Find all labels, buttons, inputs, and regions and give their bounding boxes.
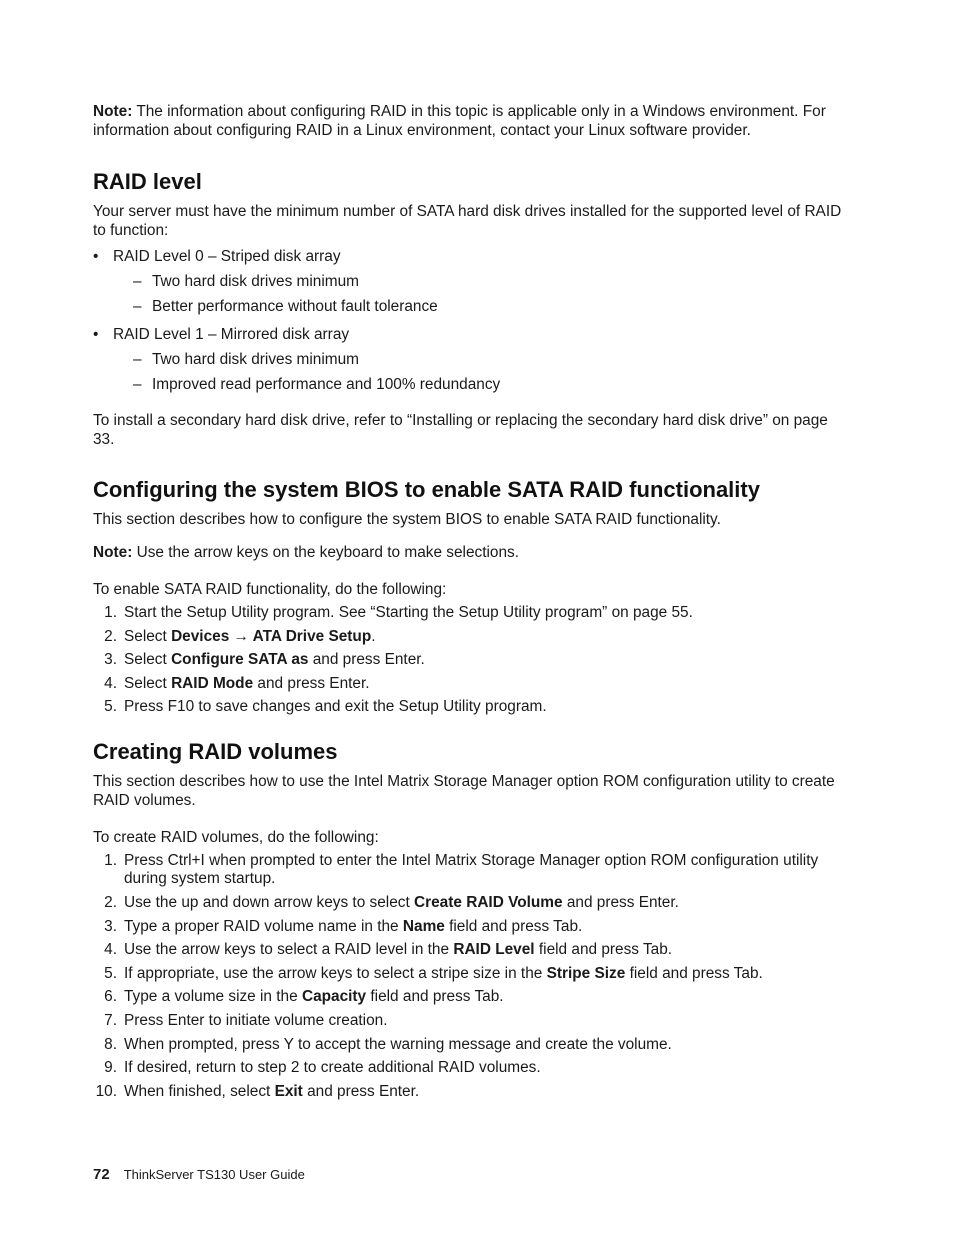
step-number: 4. bbox=[104, 941, 117, 959]
sub-list-item bbox=[113, 375, 853, 394]
step-bold: Devices bbox=[171, 627, 230, 645]
step-number: 1. bbox=[104, 852, 117, 870]
step-bold: Capacity bbox=[301, 988, 367, 1006]
step-number: 3. bbox=[104, 651, 117, 669]
step-number: 4. bbox=[104, 674, 117, 692]
step-number: 6. bbox=[104, 988, 117, 1006]
create-lead: To create RAID volumes, do the following: bbox=[93, 829, 379, 847]
list-item-label: RAID Level 0 – Striped disk array bbox=[113, 248, 341, 265]
step-number: 5. bbox=[104, 964, 117, 982]
sub-list-item-label: Improved read performance and 100% redundancy bbox=[152, 376, 501, 393]
create-intro: This section describes how to use the Intel Matrix Storage Manager option ROM configuration utility to create RAID volumes. bbox=[93, 773, 835, 810]
step-item bbox=[93, 988, 853, 1006]
step-text-end: field and press Tab. bbox=[534, 941, 673, 959]
heading-raid-level: RAID level bbox=[93, 169, 202, 194]
sub-list-item-label: Two hard disk drives minimum bbox=[152, 351, 359, 368]
step-text: Start the Setup Utility program. See “Starting the Setup Utility program” on page 55. bbox=[124, 604, 693, 621]
step-bold: RAID Mode bbox=[171, 674, 254, 692]
step-text: Type a volume size in the bbox=[124, 988, 302, 1006]
step-number: 2. bbox=[104, 893, 117, 911]
step-text: Select bbox=[124, 674, 172, 692]
note-windows bbox=[93, 102, 853, 140]
raid-level-list bbox=[93, 247, 853, 394]
step-text: Use the arrow keys to select a RAID level in the bbox=[124, 941, 454, 959]
step-number: 7. bbox=[104, 1011, 117, 1029]
step-item bbox=[93, 918, 853, 936]
step-text: Select bbox=[124, 627, 172, 645]
step-text: Press Ctrl+I when prompted to enter the Intel Matrix Storage Manager option ROM configuration utility during system startup. bbox=[124, 852, 819, 888]
step-text: When prompted, press Y to accept the warning message and create the volume. bbox=[124, 1035, 672, 1053]
step-text: Select bbox=[124, 651, 172, 669]
note-text: Use the arrow keys on the keyboard to make selections. bbox=[132, 544, 519, 561]
step-text: Type a proper RAID volume name in the bbox=[124, 917, 403, 935]
list-item-label: RAID Level 1 – Mirrored disk array bbox=[113, 326, 350, 343]
dash-icon: – bbox=[133, 273, 142, 290]
step-item bbox=[93, 941, 853, 959]
step-number: 10. bbox=[95, 1082, 117, 1100]
sub-list-item bbox=[113, 272, 853, 291]
note-label: Note: bbox=[93, 103, 133, 120]
step-number: 3. bbox=[104, 917, 117, 935]
page-footer bbox=[93, 1166, 305, 1184]
dash-icon: – bbox=[133, 376, 142, 393]
footer-title: ThinkServer TS130 User Guide bbox=[123, 1167, 305, 1182]
note-text: The information about configuring RAID in this topic is applicable only in a Windows environment. For information about configuring RAID in a Linux environment, contact your Linux software provider. bbox=[93, 103, 826, 139]
step-bold: Name bbox=[402, 917, 445, 935]
bios-intro: This section describes how to configure the system BIOS to enable SATA RAID functionality. bbox=[93, 511, 721, 528]
bios-lead: To enable SATA RAID functionality, do the following: bbox=[93, 581, 447, 598]
step-text: When finished, select bbox=[124, 1082, 275, 1100]
bios-steps bbox=[93, 604, 853, 716]
create-steps bbox=[93, 852, 853, 1100]
step-item bbox=[93, 894, 853, 912]
step-text-end: and press Enter. bbox=[562, 893, 679, 911]
sub-list-item-label: Better performance without fault tolerance bbox=[152, 298, 438, 315]
step-text: Use the up and down arrow keys to select bbox=[124, 893, 415, 911]
step-item bbox=[93, 1012, 853, 1030]
sub-list-item bbox=[113, 297, 853, 316]
step-number: 5. bbox=[104, 698, 117, 716]
step-text-end: and press Enter. bbox=[253, 674, 370, 692]
note-arrow-keys bbox=[93, 543, 853, 562]
step-item bbox=[93, 965, 853, 983]
step-text-end: field and press Tab. bbox=[366, 988, 504, 1006]
dash-icon: – bbox=[133, 351, 142, 368]
step-text-end: and press Enter. bbox=[302, 1082, 420, 1100]
step-number: 2. bbox=[104, 627, 117, 645]
step-text: Press Enter to initiate volume creation. bbox=[124, 1011, 388, 1029]
arrow-right-icon: → bbox=[229, 627, 253, 645]
list-item bbox=[93, 325, 853, 394]
page-number: 72 bbox=[93, 1166, 110, 1183]
step-text-end: . bbox=[371, 627, 376, 645]
dash-icon: – bbox=[133, 298, 142, 315]
sub-list bbox=[113, 272, 853, 316]
step-item bbox=[93, 698, 853, 716]
step-item bbox=[93, 1036, 853, 1054]
note-label: Note: bbox=[93, 544, 133, 561]
step-item bbox=[93, 1083, 853, 1101]
step-text-end: field and press Tab. bbox=[625, 964, 763, 982]
step-item bbox=[93, 604, 853, 622]
list-item bbox=[93, 247, 853, 316]
raid-intro: Your server must have the minimum number of SATA hard disk drives installed for the supported level of RAID to function: bbox=[93, 203, 842, 239]
step-number: 1. bbox=[104, 604, 117, 621]
step-number: 8. bbox=[104, 1035, 117, 1053]
bullet-icon: • bbox=[93, 326, 99, 343]
step-text: If desired, return to step 2 to create additional RAID volumes. bbox=[124, 1059, 541, 1077]
heading-bios: Configuring the system BIOS to enable SATA RAID functionality bbox=[93, 477, 760, 502]
step-text: Press F10 to save changes and exit the Setup Utility program. bbox=[124, 698, 547, 716]
step-item bbox=[93, 852, 853, 888]
sub-list-item-label: Two hard disk drives minimum bbox=[152, 273, 359, 290]
page-content bbox=[93, 102, 853, 1101]
step-bold: Create RAID Volume bbox=[414, 893, 563, 911]
step-bold: RAID Level bbox=[453, 941, 535, 959]
step-bold: Configure SATA as bbox=[171, 651, 309, 669]
step-item bbox=[93, 1059, 853, 1077]
step-item bbox=[93, 675, 853, 693]
step-text-end: and press Enter. bbox=[308, 651, 425, 669]
step-item bbox=[93, 628, 853, 646]
heading-create-raid: Creating RAID volumes bbox=[93, 739, 338, 765]
install-reference: To install a secondary hard disk drive, refer to “Installing or replacing the secondary hard disk drive” on page 33. bbox=[93, 412, 828, 448]
step-text: If appropriate, use the arrow keys to select a stripe size in the bbox=[124, 964, 547, 982]
step-item bbox=[93, 651, 853, 669]
step-bold: Exit bbox=[274, 1082, 303, 1100]
step-bold: Stripe Size bbox=[546, 964, 626, 982]
step-text-end: field and press Tab. bbox=[444, 917, 583, 935]
step-bold: ATA Drive Setup bbox=[252, 627, 372, 645]
sub-list bbox=[113, 350, 853, 394]
bullet-icon: • bbox=[93, 248, 99, 265]
step-number: 9. bbox=[104, 1059, 117, 1077]
sub-list-item bbox=[113, 350, 853, 369]
